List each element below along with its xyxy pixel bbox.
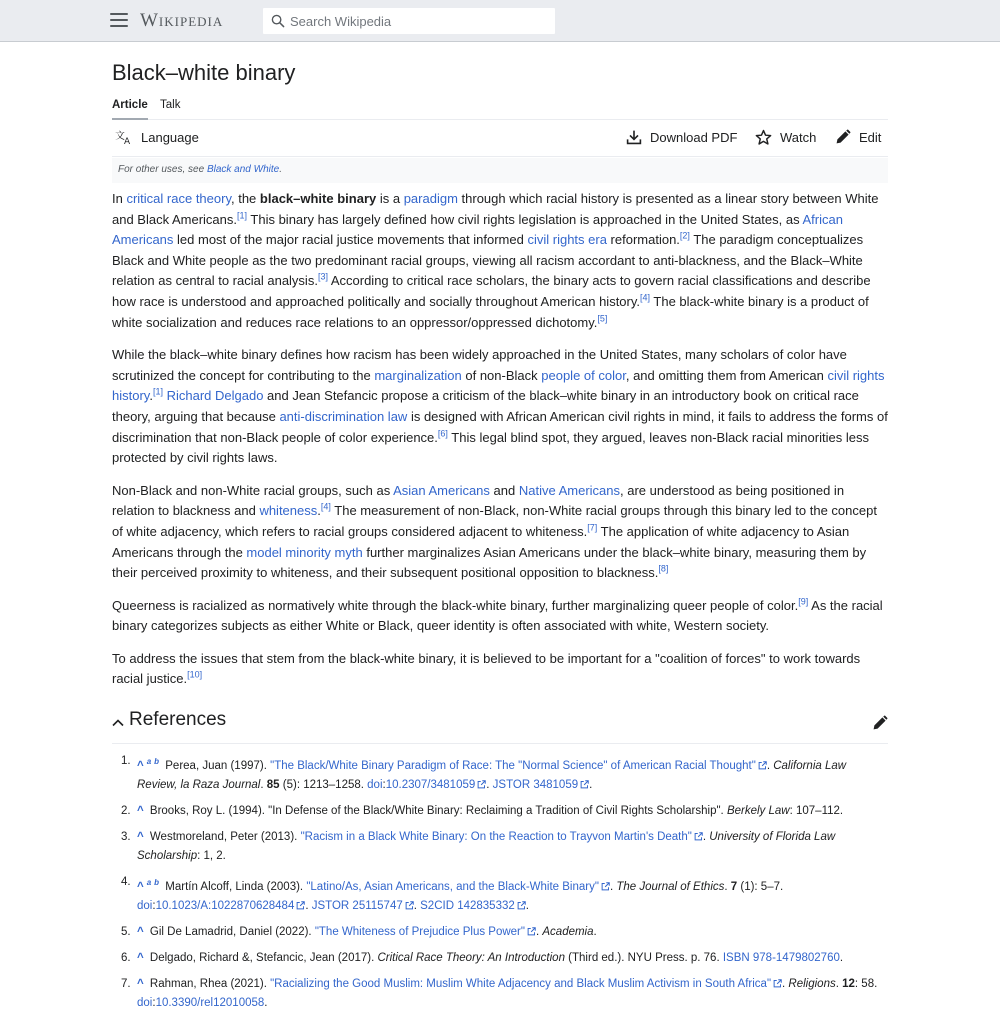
wiki-link[interactable]: 10.3390/rel12010058 xyxy=(155,996,265,1009)
text-run: (5): 1213–1258. xyxy=(279,778,368,791)
text-run: is a xyxy=(376,191,404,206)
language-button[interactable] xyxy=(115,129,199,148)
download-icon xyxy=(626,129,642,145)
svg-text:A: A xyxy=(124,137,131,148)
text-run: . xyxy=(589,778,593,791)
search-icon xyxy=(271,14,285,28)
wiki-link[interactable]: people of color xyxy=(541,367,626,383)
text-run: of non-Black xyxy=(461,367,542,383)
external-link-icon xyxy=(517,901,526,910)
text-run: Brooks, Roy L. (1994). "In Defense of the Black/White Binary: Reclaiming a Tradition of Civil Rights Scholarship". xyxy=(146,804,727,817)
wiki-link[interactable]: civil rights era xyxy=(527,232,607,248)
citation xyxy=(640,293,650,303)
citation-link[interactable]: [9] xyxy=(798,596,809,607)
text-run: further marginalizes Asian Americans under the black–white binary, measuring them by their perceived proximity to whiteness, and their subsequent positional opposition to blackness. xyxy=(112,544,867,581)
citation xyxy=(187,670,202,680)
paragraph xyxy=(112,481,888,584)
citation-link[interactable]: [3] xyxy=(317,272,328,283)
text-run: . xyxy=(724,880,731,893)
caret-backlink[interactable]: ^ xyxy=(137,830,144,843)
external-link[interactable] xyxy=(312,900,414,912)
external-link-text[interactable]: "Racializing the Good Muslim: Muslim White Adjacency and Black Muslim Activism in South Africa" xyxy=(270,977,772,990)
external-link[interactable] xyxy=(270,978,782,990)
external-link[interactable] xyxy=(315,926,536,938)
caret-backlink[interactable]: ^ xyxy=(137,951,144,964)
reference-number: 3. xyxy=(121,830,131,843)
text-run: . xyxy=(305,899,312,912)
external-link[interactable] xyxy=(306,881,610,893)
italic-text: Religions xyxy=(788,977,836,990)
citation-link[interactable]: [4] xyxy=(320,501,331,512)
references-heading: References xyxy=(129,709,227,730)
backlink[interactable] xyxy=(154,878,162,887)
external-link[interactable] xyxy=(420,900,526,912)
caret-backlink[interactable]: ^ xyxy=(137,759,144,772)
text-run: : 107–112. xyxy=(789,804,844,817)
text-run: . xyxy=(593,925,597,938)
citation xyxy=(587,523,597,533)
backlink-letter[interactable]: b xyxy=(154,877,160,887)
edit-section-icon[interactable] xyxy=(872,715,888,731)
wiki-link[interactable]: Asian Americans xyxy=(393,482,490,498)
wikipedia-wordmark[interactable]: Wikipedia xyxy=(140,10,224,31)
external-link[interactable] xyxy=(270,760,767,772)
wiki-link[interactable]: doi xyxy=(137,899,153,912)
caret-backlink[interactable]: ^ xyxy=(137,925,144,938)
external-link[interactable] xyxy=(493,779,589,791)
reference-number: 6. xyxy=(121,951,131,964)
text-run: Rahman, Rhea (2021). xyxy=(146,977,271,990)
article-body xyxy=(112,189,888,702)
wiki-link[interactable]: African Americans xyxy=(112,211,843,248)
text-run: , the xyxy=(230,191,260,206)
text-run: The application of white adjacency to Asian Americans through the xyxy=(112,523,850,560)
reference-number: 4. xyxy=(121,875,131,888)
paragraph xyxy=(112,649,888,690)
text-run: As the racial binary categorizes subjects as either White or Black, queer identity is often associated with white, Western society. xyxy=(112,597,883,634)
language-label: Language xyxy=(141,129,199,145)
backlink-letter[interactable]: b xyxy=(154,757,160,766)
citation-link[interactable]: [8] xyxy=(658,563,669,574)
reference-item xyxy=(121,873,881,916)
text-run: . xyxy=(525,899,529,912)
wiki-link[interactable]: 978-1479802760 xyxy=(752,951,840,964)
download-pdf-button[interactable] xyxy=(626,129,737,145)
text-run: , are understood as being positioned in relation to blackness and xyxy=(112,482,845,519)
italic-text: The Journal of Ethics xyxy=(616,880,725,893)
hatnote xyxy=(112,158,888,183)
text-run: is designed with African American civil rights in mind, it fails to address the forms of discrimination that non-Black people of color experience. xyxy=(112,408,888,445)
header-bar xyxy=(0,0,1000,42)
citation-link[interactable]: [1] xyxy=(237,210,248,221)
paragraph xyxy=(112,345,888,469)
citation-link[interactable]: [7] xyxy=(587,522,598,533)
reference-item xyxy=(121,828,881,866)
text-run: . xyxy=(413,899,421,912)
paragraph xyxy=(112,596,888,637)
citation-link[interactable]: [5] xyxy=(597,313,608,324)
citation-link[interactable]: [6] xyxy=(437,428,448,439)
reference-number: 1. xyxy=(121,755,131,767)
external-link-icon xyxy=(773,979,782,988)
wiki-link[interactable]: critical race theory xyxy=(126,191,231,206)
wiki-link[interactable]: doi xyxy=(137,996,153,1009)
text-run: . xyxy=(835,977,843,990)
bold-text: 7 xyxy=(730,880,738,893)
text-run: This binary has largely defined how civil rights legislation is approached in the United States, as xyxy=(247,211,803,227)
wiki-link[interactable]: civil rights history xyxy=(112,367,885,404)
citation xyxy=(597,313,607,323)
reference-item xyxy=(121,975,881,1013)
text-run: . xyxy=(317,503,321,519)
hatnote-suffix: . xyxy=(279,164,282,175)
hatnote-prefix: For other uses, see xyxy=(118,164,207,175)
citation xyxy=(318,272,328,282)
watch-button[interactable] xyxy=(755,129,816,146)
wiki-link[interactable]: doi xyxy=(367,778,383,791)
page-title: Black–white binary xyxy=(112,60,296,85)
text-run: Martín Alcoff, Linda (2003). xyxy=(162,880,307,893)
page-tabs xyxy=(112,99,888,120)
citation xyxy=(438,428,448,438)
paragraph xyxy=(112,189,888,333)
caret-backlink[interactable]: ^ xyxy=(137,977,144,990)
text-run: led most of the major racial justice movements that informed xyxy=(173,232,528,248)
search-input[interactable] xyxy=(290,11,545,31)
external-link-text[interactable]: "The Black/White Binary Paradigm of Race: The "Normal Science" of American Racial Thought" xyxy=(270,759,756,772)
text-run: . xyxy=(839,951,844,964)
text-run: Gil De Lamadrid, Daniel (2022). xyxy=(146,925,315,938)
external-link-text[interactable]: "The Whiteness of Prejudice Plus Power" xyxy=(314,925,525,938)
backlink-letter[interactable]: a xyxy=(146,757,152,766)
svg-text:文: 文 xyxy=(115,130,125,142)
tab-article[interactable]: Article xyxy=(112,99,148,120)
text-run: The measurement of non-Black, non-White racial groups through this binary led to the concept of white adjacency, which refers to racial groups considered adjacent to whiteness. xyxy=(112,503,877,539)
text-run: To address the issues that stem from the black-white binary, it is believed to be important for a "coalition of forces" to work towards racial justice. xyxy=(112,650,861,687)
citation xyxy=(237,210,247,220)
external-link-text[interactable]: "Racism in a Black White Binary: On the Reaction to Trayvon Martin's Death" xyxy=(300,830,692,843)
external-link-text[interactable]: S2CID 142835332 xyxy=(420,899,515,912)
external-link-icon xyxy=(405,901,414,910)
menu-icon[interactable] xyxy=(110,13,128,29)
reference-item xyxy=(121,949,881,968)
pencil-icon xyxy=(835,129,851,145)
caret-backlink[interactable]: ^ xyxy=(137,804,144,817)
reference-number: 2. xyxy=(121,804,131,817)
download-pdf-label: Download PDF xyxy=(650,129,738,145)
text-run: Queerness is racialized as normatively white through the black-white binary, further marginalizing queer people of color. xyxy=(112,597,799,613)
external-link[interactable] xyxy=(386,779,487,791)
citation xyxy=(680,231,690,241)
text-run: . xyxy=(149,388,153,404)
tab-talk[interactable]: Talk xyxy=(160,99,181,111)
external-link-text[interactable]: "Latino/As, Asian Americans, and the Black-White Binary" xyxy=(306,880,599,893)
edit-button[interactable] xyxy=(835,129,881,145)
citation-link[interactable]: [2] xyxy=(679,230,690,241)
external-link-icon xyxy=(601,882,610,891)
external-link-text[interactable]: JSTOR 3481059 xyxy=(492,778,579,791)
text-run: (Third ed.). NYU Press. p. 76. xyxy=(564,951,723,964)
text-run: . xyxy=(702,830,710,843)
external-link-icon xyxy=(527,927,536,936)
italic-text: Critical Race Theory: An Introduction xyxy=(377,951,565,964)
citation xyxy=(153,387,163,397)
text-run: This legal blind spot, they argued, leaves non-Black racial minorities less protected by civil rights laws. xyxy=(112,429,869,466)
bold-text: 12 xyxy=(842,977,855,990)
reference-item xyxy=(121,923,881,942)
text-run: . xyxy=(609,880,617,893)
external-link-text[interactable]: JSTOR 25115747 xyxy=(311,899,403,912)
text-run: . xyxy=(766,759,774,772)
reference-number: 7. xyxy=(121,977,131,990)
italic-text: Academia xyxy=(542,925,594,938)
text-run: , and omitting them from American xyxy=(625,367,828,383)
citation xyxy=(658,564,668,574)
references-header xyxy=(112,707,888,744)
search-box[interactable] xyxy=(262,7,556,35)
italic-text: University of Florida Law Scholarship xyxy=(137,830,836,862)
external-link-icon xyxy=(580,780,589,789)
wiki-link[interactable]: Native Americans xyxy=(518,482,620,498)
citation-link[interactable]: [4] xyxy=(640,292,651,303)
text-run: : 58. xyxy=(854,977,878,990)
bold-text: black–white binary xyxy=(259,191,377,206)
wiki-link[interactable]: anti-discrimination law xyxy=(279,408,408,424)
external-link[interactable] xyxy=(156,900,306,912)
italic-text: California Law Review, la Raza Journal xyxy=(137,759,847,791)
language-icon xyxy=(115,129,133,148)
wiki-link[interactable]: paradigm xyxy=(403,191,458,206)
text-run: The black-white binary is a product of white socialization and reduces race relations to an oppressor/oppressed dichotomy. xyxy=(112,293,869,330)
external-link-icon xyxy=(694,832,703,841)
text-run: While the black–white binary defines how racism has been widely approached in the United States, many scholars of color have scrutinized the concept for contributing to the xyxy=(112,347,847,383)
caret-backlink[interactable]: ^ xyxy=(137,880,144,893)
page-toolbar xyxy=(112,121,888,157)
backlink[interactable] xyxy=(154,757,162,766)
text-run: and Jean Stefancic propose a criticism of the black–white binary in an introductory book on critical race theory, arguing that because xyxy=(112,388,859,424)
reference-item xyxy=(121,802,881,821)
text-run: According to critical race scholars, the binary acts to govern racial classifications and describe how race is understood and approached politically and socially throughout American history. xyxy=(112,273,871,309)
text-run: Non-Black and non-White racial groups, such as xyxy=(112,482,394,498)
hatnote-link[interactable]: Black and White xyxy=(206,164,280,175)
italic-text: Berkely Law xyxy=(726,804,790,817)
external-link-text[interactable]: 10.1023/A:1022870628484 xyxy=(155,899,295,912)
wiki-link[interactable]: Richard Delgado xyxy=(166,388,264,404)
text-run: Westmoreland, Peter (2013). xyxy=(146,830,301,843)
text-run: and xyxy=(489,482,519,498)
bold-text: 85 xyxy=(266,778,280,791)
text-run: . xyxy=(260,778,267,791)
text-run: (1): 5–7. xyxy=(737,880,784,893)
text-run: Delgado, Richard &, Stefancic, Jean (2017). xyxy=(146,951,378,964)
text-run: : 1, 2. xyxy=(197,849,226,862)
edit-label: Edit xyxy=(859,129,882,145)
text-run: . xyxy=(486,778,493,791)
external-link-icon xyxy=(477,780,486,789)
citation-link[interactable]: [10] xyxy=(187,670,203,681)
reference-number: 5. xyxy=(121,925,131,938)
wiki-link[interactable]: ISBN xyxy=(722,951,750,964)
text-run: . xyxy=(535,925,543,938)
references-list xyxy=(121,752,881,1020)
wiki-link[interactable]: marginalization xyxy=(374,367,462,383)
wiki-link[interactable]: model minority myth xyxy=(246,544,363,560)
reference-item xyxy=(121,752,881,795)
external-link-text[interactable]: 10.2307/3481059 xyxy=(385,778,476,791)
backlink-letter[interactable]: a xyxy=(146,877,152,887)
citation xyxy=(321,502,331,512)
watch-label: Watch xyxy=(780,130,817,145)
text-run: through which racial history is presented as a linear story between White and Black Americans. xyxy=(112,191,879,227)
text-run: : xyxy=(152,899,156,912)
wiki-link[interactable]: whiteness xyxy=(259,503,318,519)
text-run: Perea, Juan (1997). xyxy=(162,759,271,772)
star-icon xyxy=(755,129,772,146)
chevron-up-icon[interactable] xyxy=(112,717,124,729)
text-run: : xyxy=(152,996,156,1009)
text-run: In xyxy=(112,191,127,206)
text-run: The paradigm conceptualizes Black and White people as the two predominant racial groups, viewing all racism accordant to anti-blackness, and the Black–White relation as central to racial analysis. xyxy=(112,232,864,289)
text-run: . xyxy=(782,977,789,990)
text-run: . xyxy=(264,996,268,1009)
citation xyxy=(798,596,808,606)
external-link[interactable] xyxy=(301,831,703,843)
external-link-icon xyxy=(758,761,767,770)
citation-link[interactable]: [1] xyxy=(152,387,163,398)
text-run: reformation. xyxy=(606,232,680,248)
text-run: : xyxy=(382,778,386,791)
external-link-icon xyxy=(296,901,305,910)
